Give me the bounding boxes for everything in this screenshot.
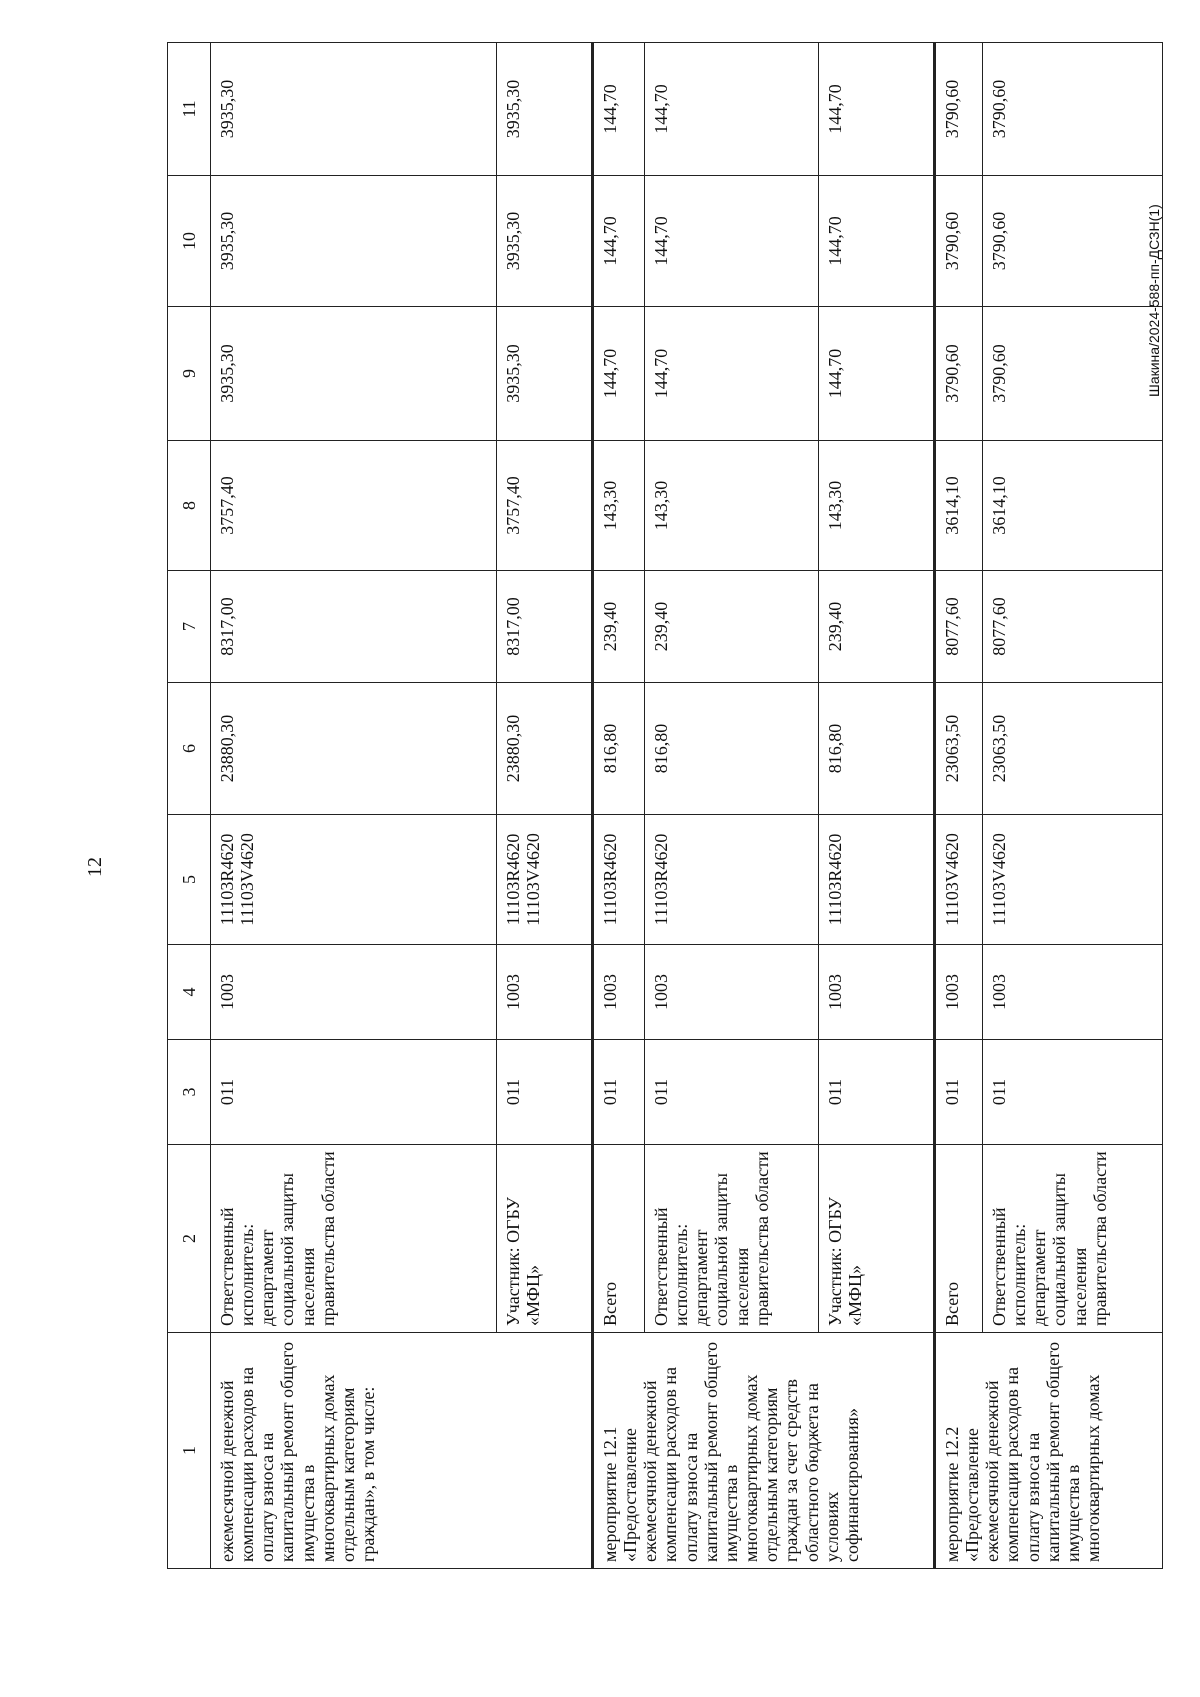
table-cell: 144,70 — [645, 176, 819, 307]
column-header: 8 — [168, 441, 211, 571]
table-cell: 239,40 — [819, 571, 935, 683]
table-cell: 1003 — [935, 945, 983, 1040]
page-number: 12 — [84, 857, 106, 877]
table-cell: 143,30 — [593, 441, 645, 571]
column-header: 5 — [168, 815, 211, 945]
document-reference: Шакина/2024-588-пп-ДСЗН(1) — [1146, 204, 1162, 397]
table-cell: 11103R4620 11103V4620 — [497, 815, 593, 945]
event-name-cell: ежемесячной денежной компенсации расходов на оплату взноса на капитальный ремонт общего имущества в многоквартирных домах отдельным категориям граждан», в том числе: — [211, 1333, 593, 1569]
table-cell: 011 — [819, 1040, 935, 1145]
table-cell: 144,70 — [819, 307, 935, 441]
column-header: 4 — [168, 945, 211, 1040]
table-cell: 011 — [211, 1040, 497, 1145]
column-header: 11 — [168, 43, 211, 176]
table-cell: 3790,60 — [935, 307, 983, 441]
column-header: 10 — [168, 176, 211, 307]
table-cell: 3757,40 — [497, 441, 593, 571]
table-cell: 3790,60 — [983, 176, 1163, 307]
table-cell: 816,80 — [593, 683, 645, 815]
table-cell: 11103R4620 — [819, 815, 935, 945]
table-cell: 144,70 — [593, 176, 645, 307]
table-cell: 3790,60 — [935, 43, 983, 176]
table-cell: 3790,60 — [983, 43, 1163, 176]
column-header: 9 — [168, 307, 211, 441]
table-cell: 11103V4620 — [983, 815, 1163, 945]
table-cell: 3790,60 — [935, 176, 983, 307]
table-cell: 1003 — [819, 945, 935, 1040]
column-header: 7 — [168, 571, 211, 683]
table-cell: 011 — [497, 1040, 593, 1145]
executor-cell: Участник: ОГБУ «МФЦ» — [497, 1145, 593, 1333]
table-cell: 11103R4620 11103V4620 — [211, 815, 497, 945]
column-header: 3 — [168, 1040, 211, 1145]
table-cell: 3935,30 — [211, 307, 497, 441]
table-cell: 143,30 — [819, 441, 935, 571]
executor-cell: Всего — [935, 1145, 983, 1333]
table-cell: 3935,30 — [211, 43, 497, 176]
table-cell: 3757,40 — [211, 441, 497, 571]
table-cell: 144,70 — [645, 307, 819, 441]
event-name-cell: мероприятие 12.1 «Предоставление ежемесячной денежной компенсации расходов на оплату взноса на капитальный ремонт общего имущества в многоквартирных домах отдельным категориям граждан за счет средств областного бюджета на условиях софинансирования» — [593, 1333, 935, 1569]
table-cell: 239,40 — [593, 571, 645, 683]
table-cell: 144,70 — [593, 43, 645, 176]
table-cell: 3935,30 — [497, 43, 593, 176]
column-header: 1 — [168, 1333, 211, 1569]
table-row — [211, 43, 497, 1569]
table-cell: 144,70 — [819, 43, 935, 176]
table-cell: 816,80 — [819, 683, 935, 815]
table-cell: 8077,60 — [983, 571, 1163, 683]
column-header: 6 — [168, 683, 211, 815]
table-cell: 3614,10 — [983, 441, 1163, 571]
table-cell: 144,70 — [593, 307, 645, 441]
executor-cell: Участник: ОГБУ «МФЦ» — [819, 1145, 935, 1333]
table-cell: 011 — [935, 1040, 983, 1145]
event-name-cell: мероприятие 12.2 «Предоставление ежемесячной денежной компенсации расходов на оплату взноса на капитальный ремонт общего имущества в многоквартирных домах — [935, 1333, 1163, 1569]
budget-table — [167, 42, 1163, 1569]
table-cell: 011 — [593, 1040, 645, 1145]
table-cell: 144,70 — [645, 43, 819, 176]
table-cell: 23880,30 — [211, 683, 497, 815]
table-cell: 011 — [983, 1040, 1163, 1145]
executor-cell: Ответственный исполнитель: департамент социальной защиты населения правительства области — [983, 1145, 1163, 1333]
table-cell: 1003 — [983, 945, 1163, 1040]
table-cell: 11103R4620 — [645, 815, 819, 945]
table-cell: 11103V4620 — [935, 815, 983, 945]
table-cell: 011 — [645, 1040, 819, 1145]
executor-cell: Ответственный исполнитель: департамент социальной защиты населения правительства области — [645, 1145, 819, 1333]
table-cell: 143,30 — [645, 441, 819, 571]
table-cell: 1003 — [645, 945, 819, 1040]
table-row — [935, 43, 983, 1569]
executor-cell: Ответственный исполнитель: департамент социальной защиты населения правительства области — [211, 1145, 497, 1333]
table-cell: 3614,10 — [935, 441, 983, 571]
table-cell: 8317,00 — [211, 571, 497, 683]
table-cell: 3790,60 — [983, 307, 1163, 441]
table-cell: 3935,30 — [497, 307, 593, 441]
table-cell: 11103R4620 — [593, 815, 645, 945]
header-row — [168, 43, 211, 1569]
table-cell: 1003 — [593, 945, 645, 1040]
column-header: 2 — [168, 1145, 211, 1333]
table-cell: 23063,50 — [935, 683, 983, 815]
table-cell: 3935,30 — [497, 176, 593, 307]
table-cell: 239,40 — [645, 571, 819, 683]
table-cell: 8077,60 — [935, 571, 983, 683]
table-cell: 144,70 — [819, 176, 935, 307]
table-cell: 23880,30 — [497, 683, 593, 815]
table-cell: 23063,50 — [983, 683, 1163, 815]
table-cell: 1003 — [211, 945, 497, 1040]
table-cell: 1003 — [497, 945, 593, 1040]
executor-cell: Всего — [593, 1145, 645, 1333]
table-cell: 3935,30 — [211, 176, 497, 307]
table-cell: 8317,00 — [497, 571, 593, 683]
table-cell: 816,80 — [645, 683, 819, 815]
table-row — [593, 43, 645, 1569]
